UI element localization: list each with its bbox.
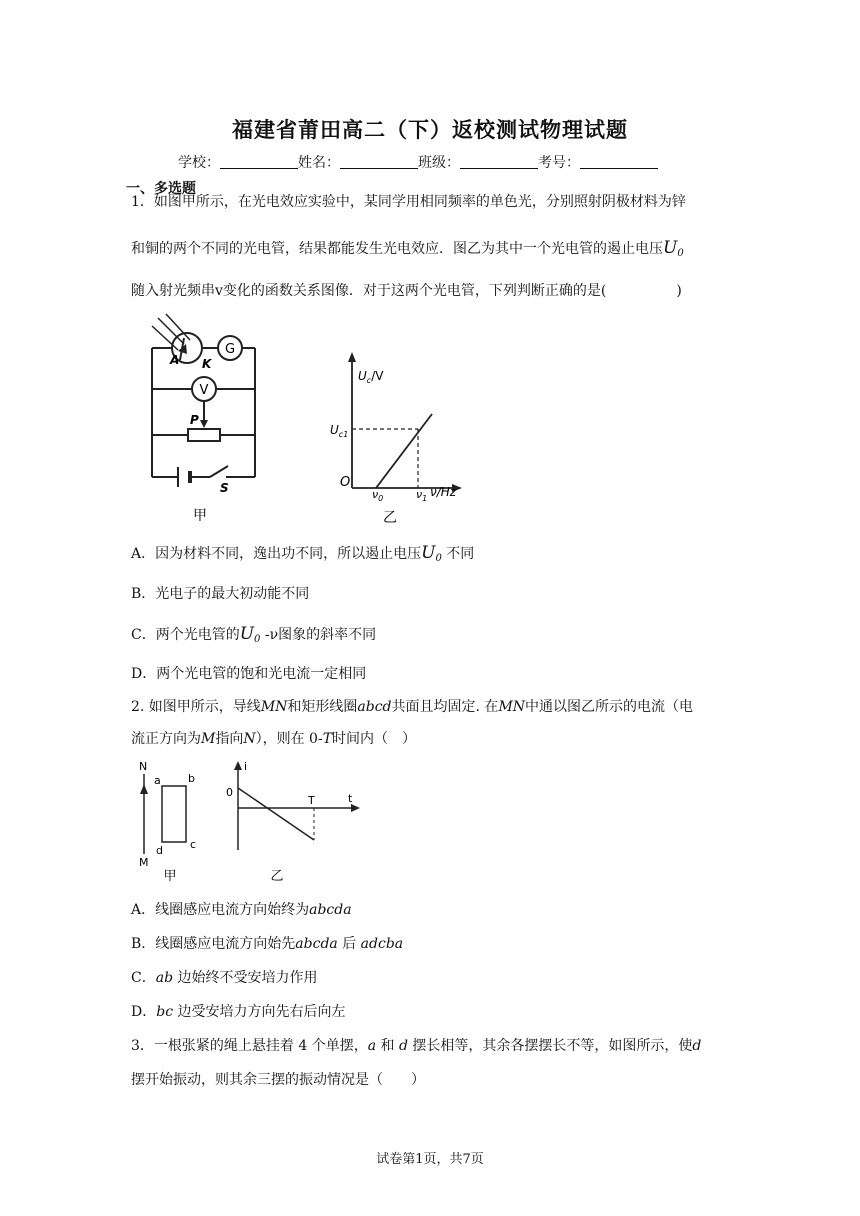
q3-line-1: 3．一根张紧的绳上悬挂着 4 个单摆，a 和 d 摆长相等，其余各摆摆长不等，如图所示，使d <box>131 1038 702 1054</box>
anode-label: A <box>170 353 180 367</box>
school-blank <box>220 154 298 169</box>
voltmeter-label: V <box>199 383 209 398</box>
current-arrow <box>140 784 148 794</box>
school-label: 学校： <box>178 155 220 171</box>
q2-line-2: 流正方向为M指向N），则在 0-T时间内（ ） <box>131 731 417 747</box>
class-blank <box>460 154 538 169</box>
number-label: 考号： <box>538 155 580 171</box>
q1-line-1: 1．如图甲所示，在光电效应实验中，某同学用相同频率的单色光，分别照射阴极材料为锌 <box>131 194 686 210</box>
q2-option-b: B．线圈感应电流方向始先abcda 后 adcba <box>131 936 404 952</box>
galvanometer-label: G <box>224 342 236 357</box>
t-axis-label: t <box>348 792 353 805</box>
q1-line-2 <box>131 239 735 263</box>
fig-yi-label: 乙 <box>270 869 284 884</box>
q2-option-c: C．ab 边始终不受安培力作用 <box>131 970 318 986</box>
v0-label: $\nu_0$ <box>372 488 384 503</box>
name-label: 姓名： <box>298 155 340 171</box>
page-title: 福建省莆田高二（下）返校测试物理试题 <box>232 118 628 142</box>
label-m: M <box>139 856 149 869</box>
q3-line-2: 摆开始振动，则其余三摆的振动情况是（ ） <box>131 1072 425 1088</box>
y-axis-label: $U_c/V$ <box>358 369 384 385</box>
coil-abcd <box>162 786 186 842</box>
fig-jia-label: 甲 <box>163 869 177 884</box>
uc-line <box>376 414 432 488</box>
q1-line-3: 随入射光频串v变化的函数关系图像．对于这两个光电管，下列判断正确的是( ) <box>131 283 682 299</box>
q1-uc-graph <box>330 350 475 535</box>
i-axis-label: i <box>244 760 248 773</box>
label-b: b <box>188 772 195 785</box>
u0-symbol: $U_0$ <box>421 543 442 564</box>
slider-arrow <box>200 420 208 428</box>
exam-info-line <box>178 152 658 172</box>
label-a: a <box>154 774 161 787</box>
name-blank <box>340 154 418 169</box>
current-line <box>238 788 314 840</box>
label-c: c <box>190 838 197 851</box>
origin-label: O <box>340 475 351 490</box>
q1-line-2-text: 和铜的两个不同的光电管，结果都能发生光电效应．图乙为其中一个光电管的遏止电压 <box>131 241 663 257</box>
switch-label: S <box>220 481 229 495</box>
q2-line-1: 2. 如图甲所示，导线MN和矩形线圈abcd共面且均固定. 在MN中通以图乙所示的电流（电 <box>131 699 694 715</box>
q1-option-a: A．因为材料不同，逸出功不同，所以遏止电压$U_0$ 不同 <box>131 543 475 564</box>
fig-yi-label: 乙 <box>383 510 397 526</box>
uc1-label: $U_{c1}$ <box>330 423 349 439</box>
section-heading: 一、多选题 <box>126 181 196 197</box>
q1-circuit-figure <box>140 310 270 525</box>
zero-label: 0 <box>226 786 233 799</box>
t-period-label: T <box>308 794 315 807</box>
q1-option-d: D．两个光电管的饱和光电流一定相同 <box>131 666 367 682</box>
q2-option-d: D．bc 边受安培力方向先右后向左 <box>131 1004 346 1020</box>
q2-option-a: A．线圈感应电流方向始终为abcda <box>131 902 352 918</box>
q2-current-graph <box>222 758 362 886</box>
x-axis-label: ν/Hz <box>430 485 457 499</box>
number-blank <box>580 154 658 169</box>
rheostat <box>188 429 220 441</box>
q1-option-b: B．光电子的最大初动能不同 <box>131 586 310 602</box>
cathode-label: K <box>202 357 212 371</box>
label-n: N <box>139 760 148 773</box>
v1-label: $\nu_1$ <box>416 488 428 503</box>
page-footer: 试卷第1页，共7页 <box>376 1152 484 1167</box>
switch-blade <box>210 466 228 477</box>
u0-symbol: $U_0$ <box>663 238 684 259</box>
class-label: 班级： <box>418 155 460 171</box>
label-d: d <box>156 844 163 857</box>
fig-jia-label: 甲 <box>193 508 207 524</box>
u0-symbol: $U_0$ <box>239 624 261 645</box>
q1-option-c: C．两个光电管的$U_0$ -ν图象的斜率不同 <box>131 624 377 645</box>
q2-wire-coil-figure <box>130 758 210 886</box>
slider-label: P <box>190 413 199 427</box>
